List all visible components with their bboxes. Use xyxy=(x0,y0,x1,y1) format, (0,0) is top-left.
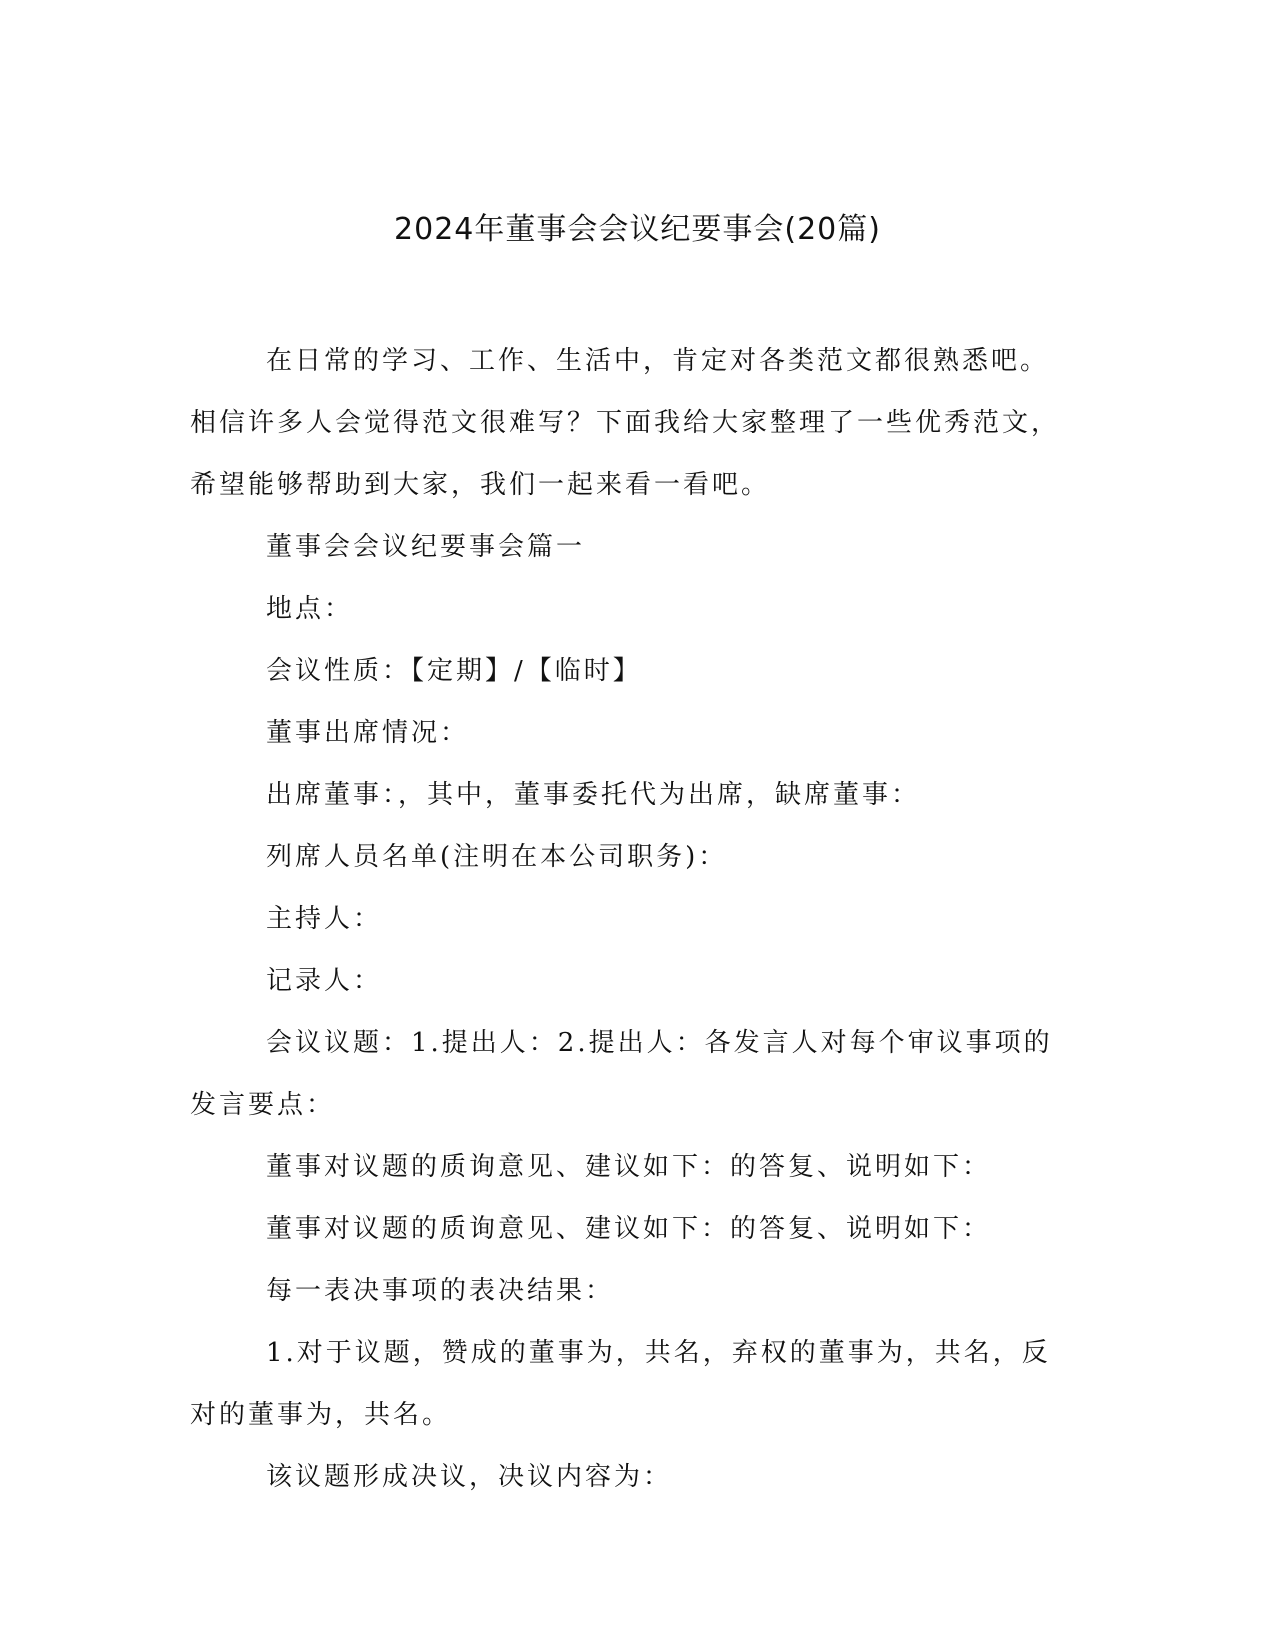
field-location: 地点： xyxy=(266,594,354,624)
field-vote-item-1: 1.对于议题，赞成的董事为，共名，弃权的董事为，共名，反对的董事为，共名。 xyxy=(190,1338,1051,1430)
document-title: 2024年董事会会议纪要事会(20篇) xyxy=(394,212,881,247)
field-observers: 列席人员名单(注明在本公司职务)： xyxy=(266,842,728,872)
section-heading: 董事会会议纪要事会篇一 xyxy=(266,532,586,562)
field-inquiry-2: 董事对议题的质询意见、建议如下：的答复、说明如下： xyxy=(266,1214,992,1244)
field-agenda: 会议议题：1.提出人：2.提出人：各发言人对每个审议事项的发言要点： xyxy=(190,1028,1053,1120)
field-inquiry-1: 董事对议题的质询意见、建议如下：的答复、说明如下： xyxy=(266,1152,992,1182)
field-host: 主持人： xyxy=(266,904,383,934)
field-recorder: 记录人： xyxy=(266,966,383,996)
field-attendance: 董事出席情况： xyxy=(266,718,470,748)
field-resolution: 该议题形成决议，决议内容为： xyxy=(266,1462,673,1492)
document-body xyxy=(190,330,1070,1508)
field-attending-directors: 出席董事：，其中，董事委托代为出席，缺席董事： xyxy=(266,780,921,810)
intro-paragraph: 在日常的学习、工作、生活中，肯定对各类范文都很熟悉吧。相信许多人会觉得范文很难写？下面我给大家整理了一些优秀范文，希望能够帮助到大家，我们一起来看一看吧。 xyxy=(190,346,1061,500)
field-meeting-type: 会议性质：【定期】/【临时】 xyxy=(266,656,642,686)
field-voting-results: 每一表决事项的表决结果： xyxy=(266,1276,615,1306)
